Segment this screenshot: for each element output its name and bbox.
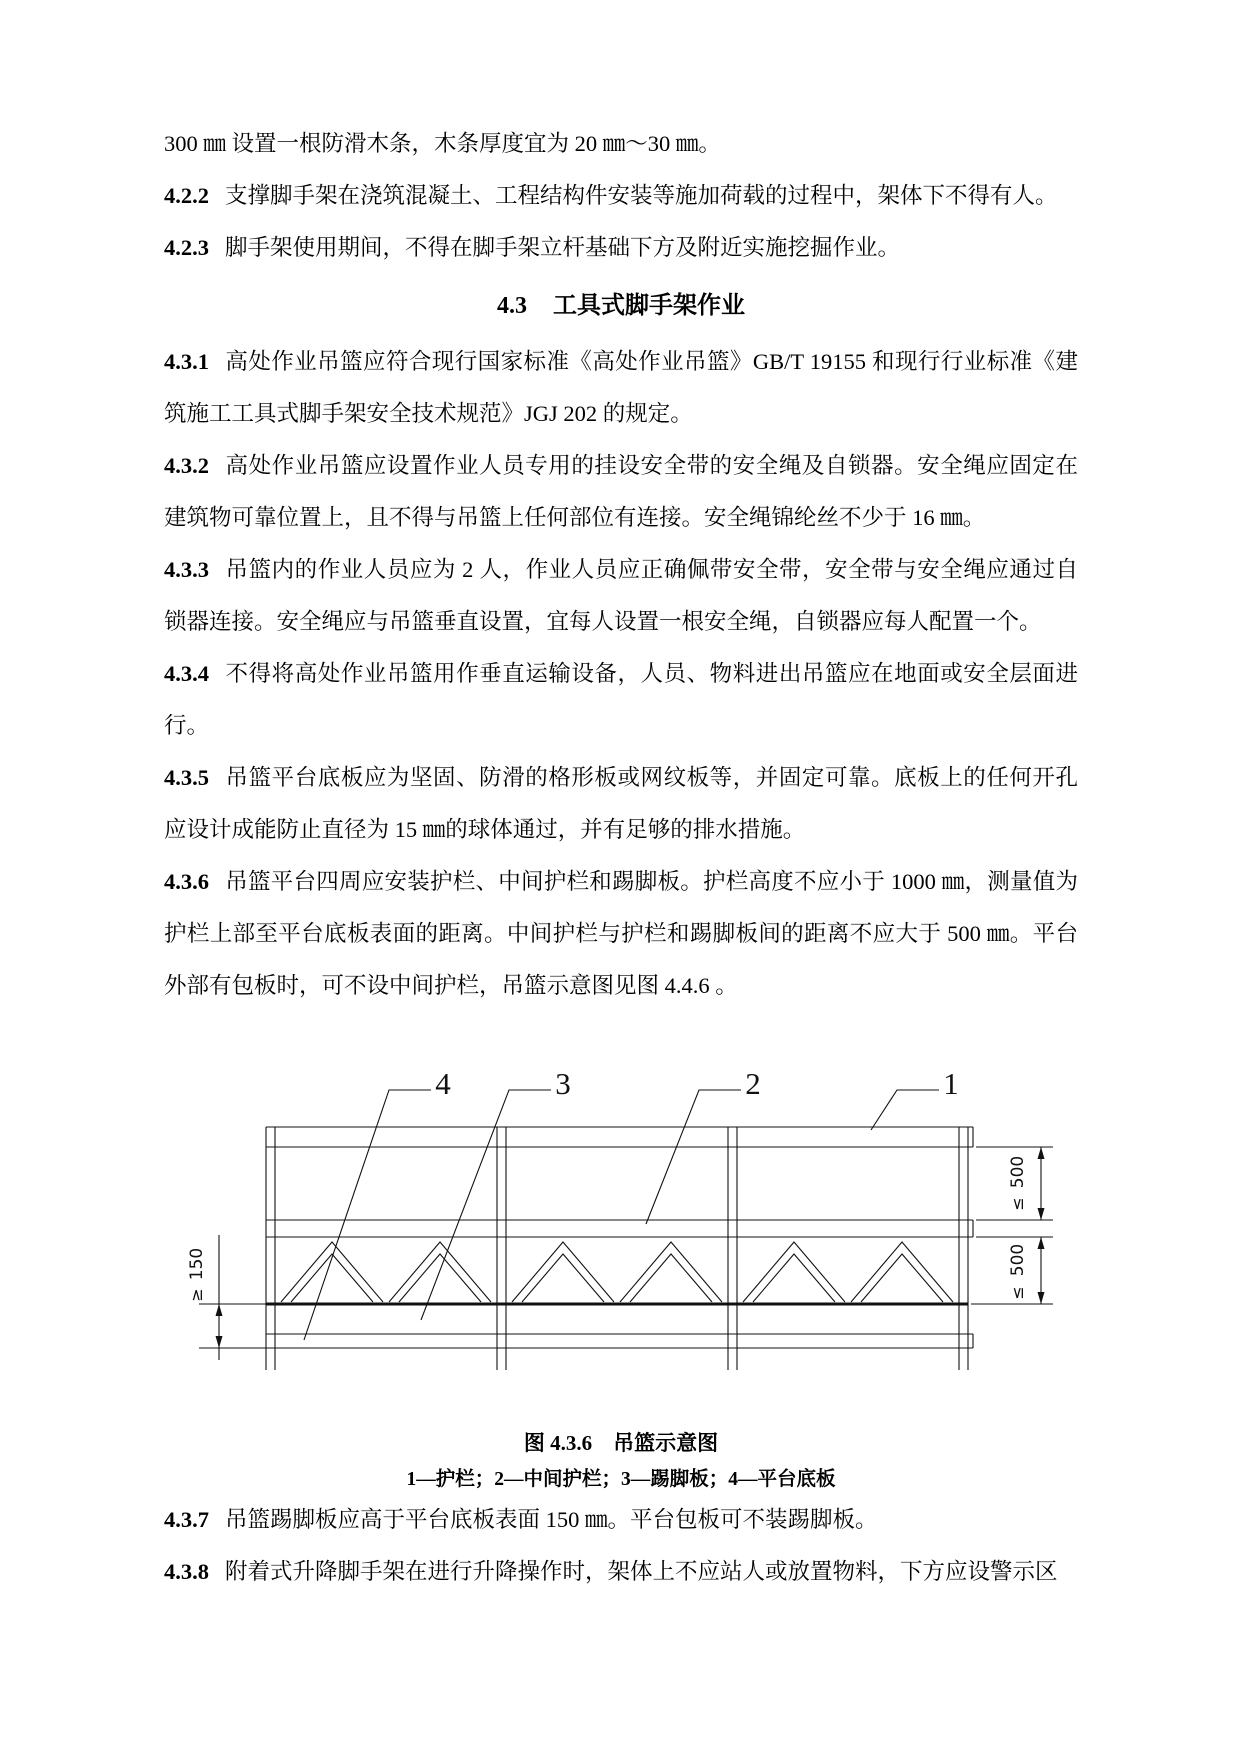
- callout-label-mid-rail: 2: [745, 1066, 761, 1101]
- clause-number: 4.3.6: [164, 869, 209, 894]
- clause-text: 高处作业吊篮应设置作业人员专用的挂设安全带的安全绳及自锁器。安全绳应固定在建筑物可靠位置上，且不得与吊篮上任何部位有连接。安全绳锦纶丝不少于 16 ㎜。: [164, 453, 1078, 530]
- clause-4-2-2: [164, 170, 1078, 222]
- paragraph-text: 300 ㎜ 设置一根防滑木条，木条厚度宜为 20 ㎜～30 ㎜。: [164, 131, 721, 156]
- clause-text: 高处作业吊篮应符合现行国家标准《高处作业吊篮》GB/T 19155 和现行行业标准《建筑施工工具式脚手架安全技术规范》JGJ 202 的规定。: [164, 349, 1078, 426]
- dimension-right: [971, 1147, 1053, 1304]
- paragraph-continuation: [164, 118, 1078, 170]
- clause-text: 支撑脚手架在浇筑混凝土、工程结构件安装等施加荷载的过程中，架体下不得有人。: [225, 183, 1058, 208]
- clause-text: 吊篮踢脚板应高于平台底板表面 150 ㎜。平台包板可不装踢脚板。: [225, 1507, 878, 1532]
- clause-4-3-6: [164, 856, 1078, 1012]
- clause-number: 4.3.4: [164, 661, 209, 686]
- clause-4-3-7: [164, 1494, 1078, 1546]
- clause-4-3-3: [164, 544, 1078, 648]
- clause-4-3-1: [164, 336, 1078, 440]
- callout-label-guardrail: 1: [943, 1066, 959, 1101]
- truss-panel-3: [743, 1242, 953, 1302]
- clause-number: 4.3.1: [164, 349, 209, 374]
- clause-4-2-3: [164, 222, 1078, 274]
- clause-text: 吊篮平台底板应为坚固、防滑的格形板或网纹板等，并固定可靠。底板上的任何开孔应设计成能防止直径为 15 ㎜的球体通过，并有足够的排水措施。: [164, 765, 1078, 842]
- truss-panel-2: [512, 1242, 722, 1302]
- mid-rail-band: [266, 1220, 973, 1237]
- guardrail-top-band: [266, 1127, 973, 1147]
- clause-number: 4.3.3: [164, 557, 209, 582]
- figure-4-3-6: [164, 1052, 1078, 1494]
- clause-number: 4.2.3: [164, 235, 209, 260]
- truss-panel-1: [281, 1242, 491, 1302]
- clause-number: 4.2.2: [164, 183, 209, 208]
- clause-4-3-2: [164, 440, 1078, 544]
- callout-label-toe-board: 3: [555, 1066, 571, 1101]
- clause-text: 脚手架使用期间，不得在脚手架立杆基础下方及附近实施挖掘作业。: [225, 235, 901, 260]
- dim-lte-lower: ≤: [1008, 1286, 1027, 1300]
- clause-text: 不得将高处作业吊篮用作垂直运输设备，人员、物料进出吊篮应在地面或安全层面进行。: [164, 661, 1078, 738]
- dim-500-upper: 500: [1008, 1155, 1028, 1189]
- clause-4-3-4: [164, 648, 1078, 752]
- clause-number: 4.3.5: [164, 765, 209, 790]
- platform-floor-band: [266, 1334, 973, 1348]
- figure-caption: 图 4.3.6 吊篮示意图: [523, 1431, 719, 1455]
- clause-number: 4.3.7: [164, 1507, 209, 1532]
- figure-legend: 1—护栏；2—中间护栏；3—踢脚板；4—平台底板: [406, 1469, 836, 1490]
- basket-diagram: [171, 1052, 1071, 1384]
- section-heading: [164, 280, 1078, 332]
- section-title: 工具式脚手架作业: [553, 293, 745, 319]
- dimension-left: [187, 1235, 266, 1360]
- dim-gte: ≥: [187, 1288, 206, 1302]
- dim-lte-upper: ≤: [1008, 1197, 1027, 1211]
- dim-500-lower: 500: [1008, 1243, 1028, 1277]
- clause-number: 4.3.2: [164, 453, 209, 478]
- clause-text: 附着式升降脚手架在进行升降操作时，架体上不应站人或放置物料，下方应设警示区: [225, 1559, 1058, 1584]
- clause-4-3-5: [164, 752, 1078, 856]
- clause-4-3-8: [164, 1546, 1078, 1598]
- clause-text: 吊篮平台四周应安装护栏、中间护栏和踢脚板。护栏高度不应小于 1000 ㎜，测量值为护栏上部至平台底板表面的距离。中间护栏与护栏和踢脚板间的距离不应大于 500 ㎜。平台外部有包板时，可不设中间护栏，吊篮示意图见图 4.4.6 。: [164, 869, 1078, 998]
- clause-number: 4.3.8: [164, 1559, 209, 1584]
- section-number: 4.3: [497, 293, 527, 319]
- clause-text: 吊篮内的作业人员应为 2 人，作业人员应正确佩带安全带，安全带与安全绳应通过自锁器连接。安全绳应与吊篮垂直设置，宜每人设置一根安全绳，自锁器应每人配置一个。: [164, 557, 1078, 634]
- callout-label-platform-floor: 4: [435, 1066, 451, 1101]
- dim-150: 150: [187, 1247, 207, 1281]
